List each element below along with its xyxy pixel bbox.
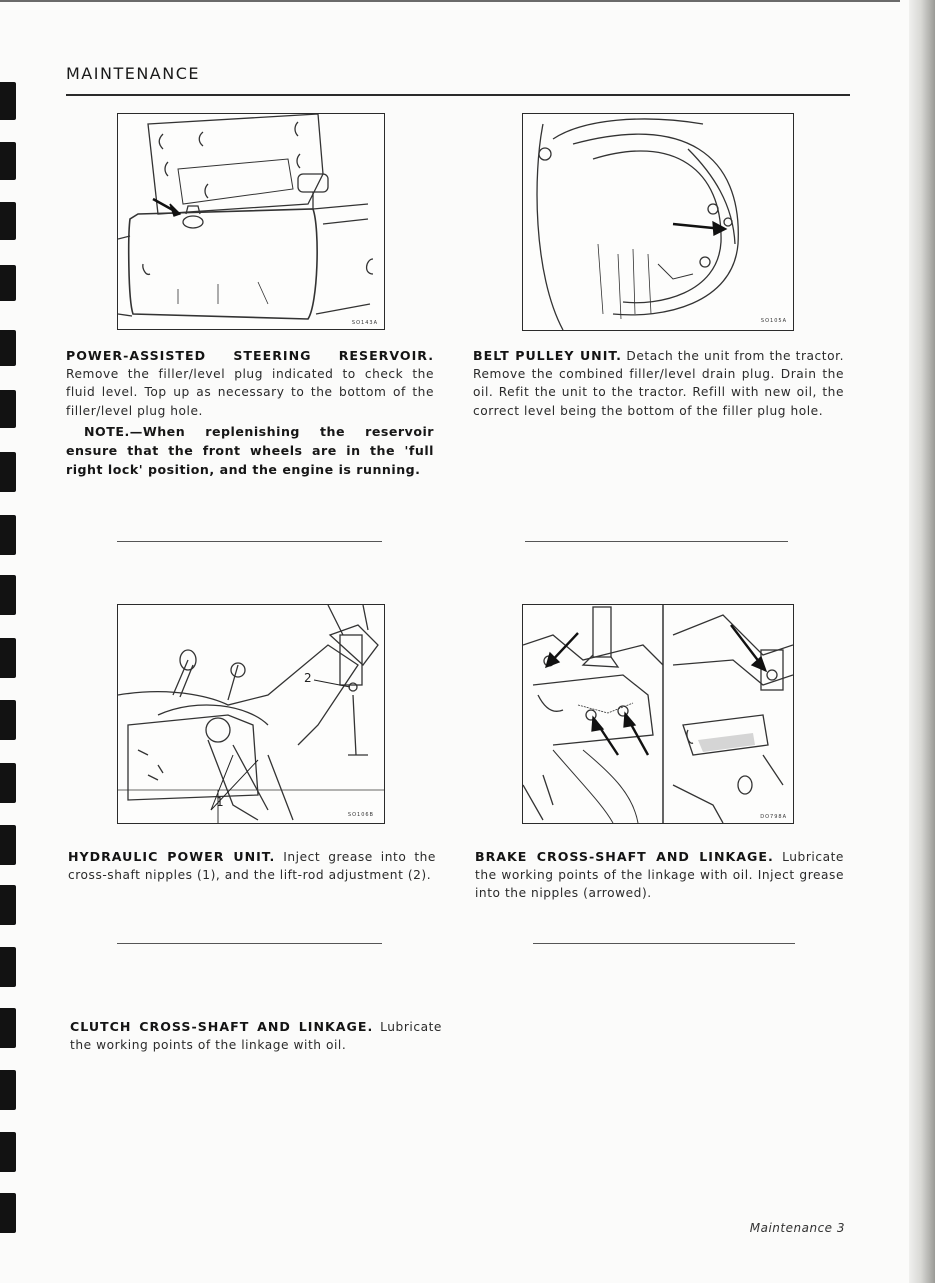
clutch-linkage-text — [70, 1018, 442, 1054]
figure-code: SO143A — [351, 320, 378, 326]
binder-hole — [0, 825, 16, 865]
item-body: Lubricate the working points of the linkage with oil. — [70, 1020, 442, 1053]
top-edge-line — [0, 0, 900, 2]
binder-hole — [0, 390, 16, 428]
figure-code: SO105A — [760, 318, 787, 324]
section-title: MAINTENANCE — [66, 64, 200, 83]
binder-hole — [0, 265, 16, 301]
figure-brake-linkage — [522, 604, 794, 824]
header-rule — [66, 94, 850, 96]
figure-hydraulic-unit — [117, 604, 385, 824]
item-note: NOTE.—When replenishing the reservoir ensure that the front wheels are in the 'full right lock' position, and the engine is running. — [66, 423, 434, 477]
item-body: Remove the filler/level plug indicated to check the fluid level. Top up as necessary to the bottom of the filler/level plug hole. — [66, 367, 434, 418]
binder-hole — [0, 330, 16, 366]
figure-steering-reservoir — [117, 113, 385, 330]
binder-hole — [0, 575, 16, 615]
binding-shadow — [909, 0, 935, 1283]
binder-hole — [0, 202, 16, 240]
binder-hole — [0, 1008, 16, 1048]
binder-hole — [0, 700, 16, 740]
callout-2: 2 — [304, 671, 312, 685]
binder-hole — [0, 82, 16, 120]
item-body: Lubricate the working points of the linkage with oil. Inject grease into the nipples (arrowed). — [475, 850, 844, 901]
binder-hole — [0, 638, 16, 678]
belt-pulley-text — [473, 347, 844, 420]
page-footer: Maintenance 3 — [749, 1221, 845, 1235]
separator-rule — [533, 943, 795, 944]
brake-linkage-text — [475, 848, 844, 903]
item-heading: BELT PULLEY UNIT. — [473, 348, 622, 363]
binder-hole — [0, 142, 16, 180]
hydraulic-unit-text — [68, 848, 436, 884]
separator-rule — [117, 943, 382, 944]
figure-code: DO798A — [760, 814, 787, 820]
binder-hole — [0, 1132, 16, 1172]
callout-1: 1 — [216, 795, 224, 809]
item-body: Inject grease into the cross-shaft nipples (1), and the lift-rod adjustment (2). — [68, 850, 436, 883]
steering-reservoir-text — [66, 347, 434, 479]
item-heading: POWER-ASSISTED STEERING RESERVOIR. — [66, 348, 434, 363]
binder-hole — [0, 1193, 16, 1233]
binder-hole — [0, 515, 16, 555]
separator-rule — [117, 541, 382, 542]
item-heading: CLUTCH CROSS-SHAFT AND LINKAGE. — [70, 1019, 374, 1034]
figure-belt-pulley — [522, 113, 794, 331]
figure-code: SO106B — [347, 812, 374, 818]
binder-hole — [0, 763, 16, 803]
separator-rule — [525, 541, 788, 542]
item-body: Detach the unit from the tractor. Remove the combined filler/level drain plug. Drain the oil. Refit the unit to the tractor. Refill with new oil, the correct level being the bottom of the filler plug hole. — [473, 349, 844, 418]
binder-hole — [0, 885, 16, 925]
item-heading: BRAKE CROSS-SHAFT AND LINKAGE. — [475, 849, 774, 864]
item-heading: HYDRAULIC POWER UNIT. — [68, 849, 276, 864]
binder-hole — [0, 452, 16, 492]
binder-hole — [0, 1070, 16, 1110]
binder-hole — [0, 947, 16, 987]
